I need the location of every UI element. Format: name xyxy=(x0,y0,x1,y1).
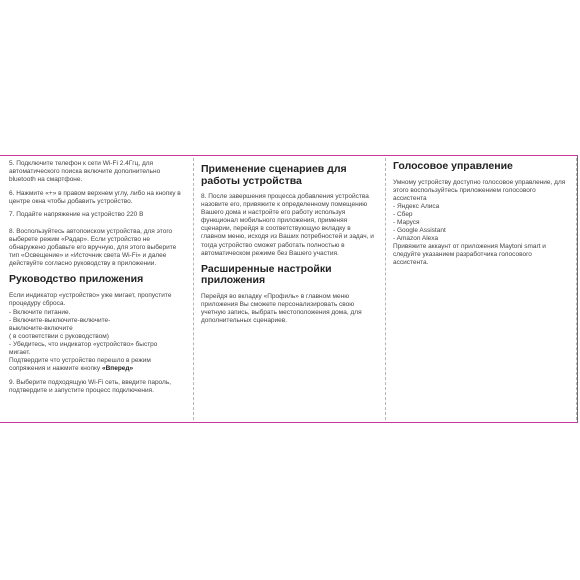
forward-button-label: «Вперед» xyxy=(101,365,134,373)
section-heading-app-guide: Руководство приложения xyxy=(9,273,144,286)
column-scenarios xyxy=(201,160,377,331)
column-setup-steps xyxy=(9,160,187,401)
section-heading-voice-control: Голосовое управление xyxy=(393,160,513,172)
confirm-pairing xyxy=(9,357,187,373)
step-5: 5. Подключите телефон к сети Wi-Fi 2.4Ггц, для автоматического поиска включите дополнительно bluetooth на смартфоне. xyxy=(9,160,161,184)
reset-line-1: - Включите питание. xyxy=(9,308,71,316)
reset-line-5: - Убедитесь, что индикатор «устройство» быстро xyxy=(9,341,158,349)
assistant-sber: - Сбер xyxy=(393,210,413,218)
assistant-alice: - Яндекс Алиса xyxy=(393,202,440,210)
step-8: 8. Воспользуйтесь автопоиском устройства, для этого выберете режим «Радар». Если устройство не обнаружено добавьте его вручную, для этого выберите тип «Освещение» и «Источник света Wi-Fi» и далее действуйте согласно руководству в приложении. xyxy=(9,227,177,267)
reset-line-2: - Включите-выключите-включите- xyxy=(9,316,111,324)
section-heading-scenarios: Применение сценариев для работы устройства xyxy=(201,163,347,187)
column-voice-control xyxy=(393,160,569,268)
reset-line-6: мигает. xyxy=(9,349,31,357)
fold-line-1 xyxy=(193,158,194,420)
voice-intro: Умному устройству доступно голосовое управление, для этого воспользуйтесь приложением голосового ассистента xyxy=(393,178,566,202)
step-7: 7. Подайте напряжение на устройство 220 В xyxy=(9,211,144,219)
fold-line-2 xyxy=(385,158,386,420)
assistant-google: - Google Assistant xyxy=(393,227,446,235)
assistant-alexa: - Amazon Alexa xyxy=(393,235,439,243)
step-6: 6. Нажмите «+» в правом верхнем углу, либо на кнопку в центре окна чтобы добавить устройство. xyxy=(9,189,181,205)
voice-outro: Привяжите аккаунт от приложения Maytoni smart и следуйте указанием разработчика голосового ассистента. xyxy=(393,243,546,267)
reset-line-3: выключите-включите xyxy=(9,324,73,332)
reset-intro: Если индикатор «устройство» уже мигает, пропустите процедуру сброса. xyxy=(9,291,172,307)
reset-line-4: ( в соответствии с руководством) xyxy=(9,333,109,340)
assistant-marusya: - Маруся xyxy=(393,218,420,226)
advanced-settings-paragraph: Перейдя во вкладку «Профиль» в главном меню приложения Вы сможете персонализировать свою учетную запись, выбрать местоположения дома, для дополнительных сценариев. xyxy=(201,292,362,325)
fold-line-3 xyxy=(576,158,577,420)
section-heading-advanced-settings: Расширенные настройки приложения xyxy=(201,262,332,287)
confirm-pairing-text: Подтвердите что устройство перешло в режим сопряжения и нажмите кнопку xyxy=(9,357,151,373)
scenarios-paragraph: 8. После завершения процесса добавления устройства назовите его, привяжите к определенному помещению Вашего дома и настройте его работу используя функционал мобильного приложения, применяя сценарии, перейдя в соответствующую вкладку в главном меню, исходя из Ваших потребностей и задач, и тогда устройство сможет работать полностью в автоматическом режиме без Вашего участия. xyxy=(201,193,374,257)
step-9: 9. Выберите подходящую Wi-Fi сеть, введите пароль, подтвердите и запустите процесс подключения. xyxy=(9,378,172,395)
